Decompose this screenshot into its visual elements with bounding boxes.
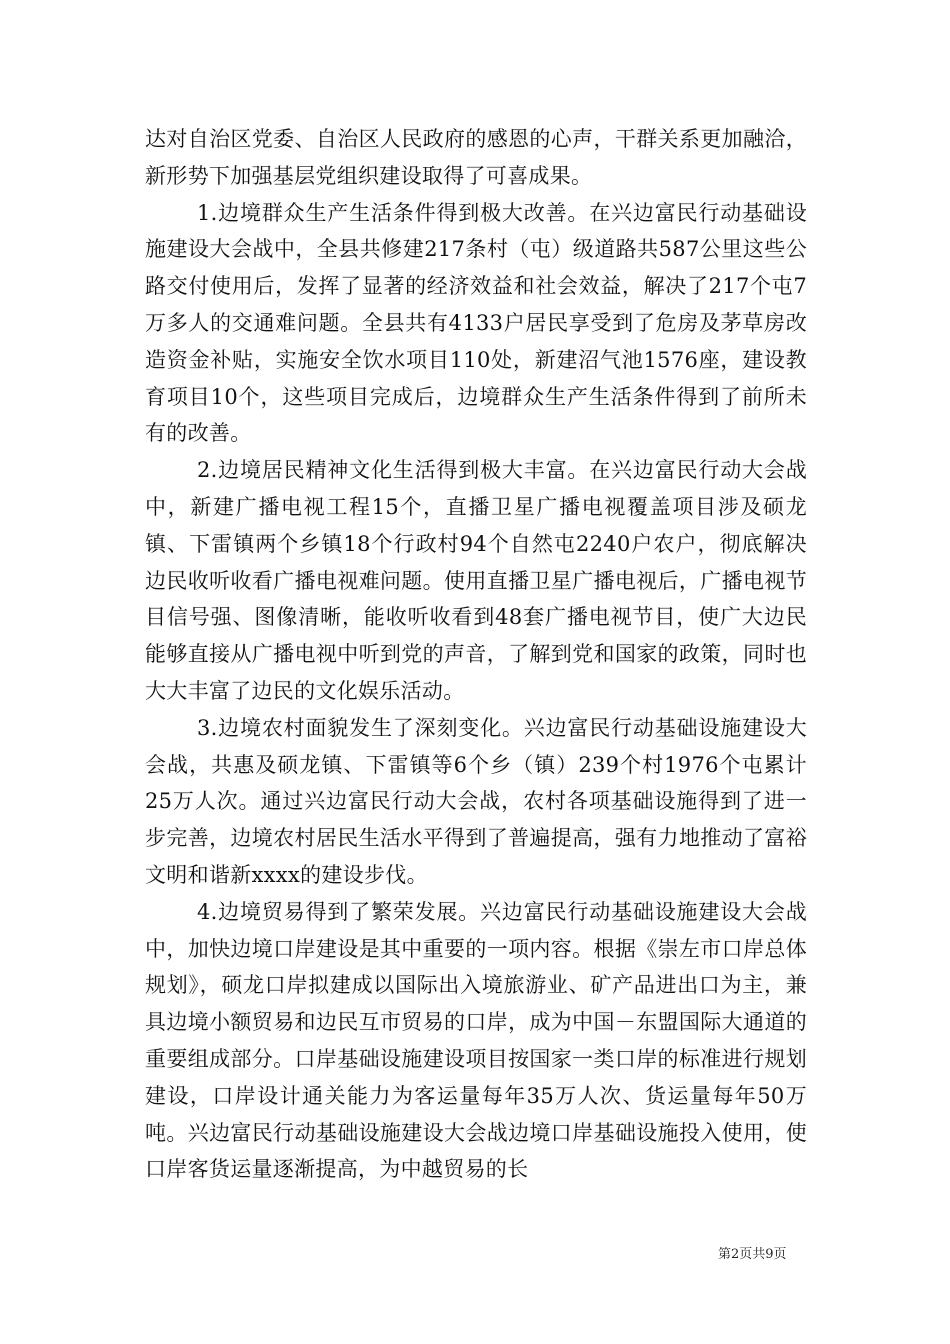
paragraph-rural-appearance: 3.边境农村面貌发生了深刻变化。兴边富民行动基础设施建设大会战，共惠及硕龙镇、下雷镇等6个乡（镇）239个村1976个屯累计25万人次。通过兴边富民行动大会战，农村各项基础设施得到了进一步完善，边境农村居民生活水平得到了普遍提高，强有力地推动了富裕文明和谐新xxxx的建设步伐。 — [145, 715, 807, 887]
paragraph-continuation: 达对自治区党委、自治区人民政府的感恩的心声，干群关系更加融洽，新形势下加强基层党组织建设取得了可喜成果。 — [145, 127, 807, 188]
page-number-footer: 第2页共9页 — [718, 1247, 787, 1262]
paragraph-border-trade: 4.边境贸易得到了繁荣发展。兴边富民行动基础设施建设大会战中，加快边境口岸建设是其中重要的一项内容。根据《崇左市口岸总体规划》，硕龙口岸拟建成以国际出入境旅游业、矿产品进出口为主，兼具边境小额贸易和边民互市贸易的口岸，成为中国－东盟国际大通道的重要组成部分。口岸基础设施建设项目按国家一类口岸的标准进行规划建设，口岸设计通关能力为客运量每年35万人次、货运量每年50万吨。兴边富民行动基础设施建设大会战边境口岸基础设施投入使用，使口岸客货运量逐渐提高，为中越贸易的长 — [145, 899, 807, 1182]
paragraph-living-conditions: 1.边境群众生产生活条件得到极大改善。在兴边富民行动基础设施建设大会战中，全县共修建217条村（屯）级道路共587公里这些公路交付使用后，发挥了显著的经济效益和社会效益，解决了217个屯7万多人的交通难问题。全县共有4133户居民享受到了危房及茅草房改造资金补贴，实施安全饮水项目110处，新建沼气池1576座，建设教育项目10个，这些项目完成后，边境群众生产生活条件得到了前所未有的改善。 — [145, 200, 807, 446]
paragraph-cultural-life: 2.边境居民精神文化生活得到极大丰富。在兴边富民行动大会战中，新建广播电视工程15个，直播卫星广播电视覆盖项目涉及硕龙镇、下雷镇两个乡镇18个行政村94个自然屯2240户农户，彻底解决边民收听收看广播电视难问题。使用直播卫星广播电视后，广播电视节目信号强、图像清晰，能收听收看到48套广播电视节目，使广大边民能够直接从广播电视中听到党的声音，了解到党和国家的政策，同时也大大丰富了边民的文化娱乐活动。 — [145, 458, 807, 703]
document-body — [145, 121, 807, 1188]
